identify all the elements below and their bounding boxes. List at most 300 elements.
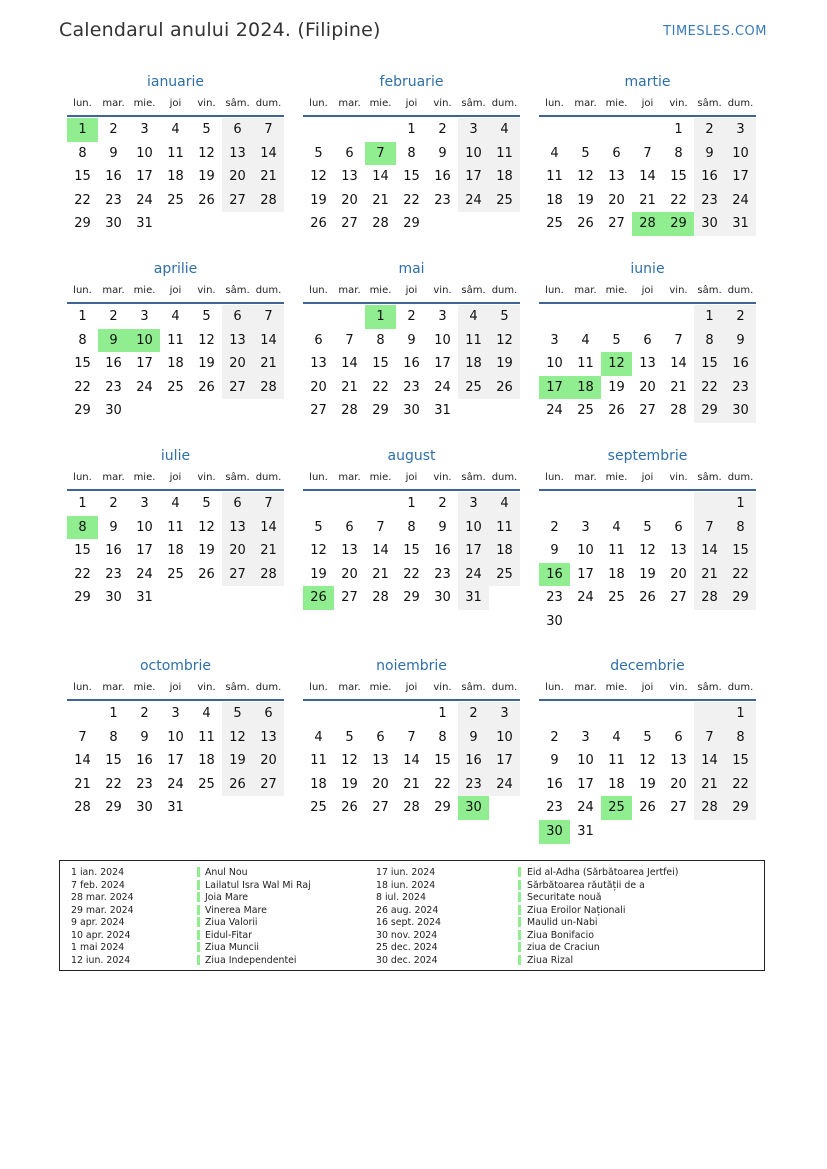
day-cell[interactable]: 11 xyxy=(458,329,489,353)
day-cell[interactable]: 24 xyxy=(136,566,153,582)
day-cell[interactable]: 19 xyxy=(198,169,215,185)
holiday-day[interactable]: 9 xyxy=(98,329,129,353)
day-cell[interactable]: 10 xyxy=(577,753,594,769)
day-cell[interactable]: 13 xyxy=(372,753,389,769)
holiday-day[interactable]: 28 xyxy=(632,212,663,236)
day-cell[interactable]: 15 xyxy=(725,749,756,773)
day-cell[interactable]: 21 xyxy=(341,379,358,395)
day-cell[interactable]: 27 xyxy=(222,563,253,587)
day-cell[interactable]: 9 xyxy=(109,519,118,535)
day-cell[interactable]: 1 xyxy=(78,496,87,511)
day-cell[interactable]: 17 xyxy=(577,776,594,792)
day-cell[interactable]: 21 xyxy=(694,773,725,797)
day-cell[interactable]: 21 xyxy=(694,563,725,587)
day-cell[interactable]: 18 xyxy=(608,566,625,582)
day-cell[interactable]: 6 xyxy=(222,118,253,142)
day-cell[interactable]: 1 xyxy=(725,492,756,516)
day-cell[interactable]: 17 xyxy=(136,169,153,185)
day-cell[interactable]: 6 xyxy=(222,492,253,516)
day-cell[interactable]: 5 xyxy=(202,309,211,324)
day-cell[interactable]: 15 xyxy=(670,169,687,185)
day-cell[interactable]: 17 xyxy=(489,749,520,773)
day-cell[interactable]: 4 xyxy=(612,729,621,745)
day-cell[interactable]: 5 xyxy=(202,122,211,137)
day-cell[interactable]: 1 xyxy=(407,122,416,137)
day-cell[interactable]: 29 xyxy=(403,590,420,606)
day-cell[interactable]: 17 xyxy=(434,356,451,372)
day-cell[interactable]: 11 xyxy=(167,519,184,535)
day-cell[interactable]: 22 xyxy=(725,563,756,587)
day-cell[interactable]: 21 xyxy=(372,192,389,208)
day-cell[interactable]: 8 xyxy=(407,145,416,161)
day-cell[interactable]: 17 xyxy=(136,543,153,559)
day-cell[interactable]: 7 xyxy=(253,492,284,516)
day-cell[interactable]: 28 xyxy=(694,796,725,820)
day-cell[interactable]: 12 xyxy=(310,543,327,559)
day-cell[interactable]: 28 xyxy=(372,216,389,232)
day-cell[interactable]: 5 xyxy=(612,332,621,348)
day-cell[interactable]: 18 xyxy=(310,776,327,792)
holiday-day[interactable]: 12 xyxy=(601,352,632,376)
day-cell[interactable]: 12 xyxy=(341,753,358,769)
day-cell[interactable]: 5 xyxy=(202,496,211,511)
day-cell[interactable]: 26 xyxy=(577,216,594,232)
day-cell[interactable]: 8 xyxy=(78,332,87,348)
day-cell[interactable]: 16 xyxy=(136,753,153,769)
day-cell[interactable]: 25 xyxy=(167,192,184,208)
day-cell[interactable]: 21 xyxy=(639,192,656,208)
day-cell[interactable]: 13 xyxy=(222,516,253,540)
day-cell[interactable]: 19 xyxy=(310,566,327,582)
day-cell[interactable]: 1 xyxy=(78,309,87,324)
day-cell[interactable]: 6 xyxy=(345,145,354,161)
day-cell[interactable]: 7 xyxy=(345,332,354,348)
day-cell[interactable]: 16 xyxy=(458,749,489,773)
holiday-day[interactable]: 16 xyxy=(539,563,570,587)
day-cell[interactable]: 28 xyxy=(372,590,389,606)
day-cell[interactable]: 17 xyxy=(167,753,184,769)
day-cell[interactable]: 13 xyxy=(670,753,687,769)
day-cell[interactable]: 29 xyxy=(74,590,91,606)
day-cell[interactable]: 16 xyxy=(694,165,725,189)
day-cell[interactable]: 31 xyxy=(725,212,756,236)
day-cell[interactable]: 2 xyxy=(694,118,725,142)
day-cell[interactable]: 13 xyxy=(670,543,687,559)
day-cell[interactable]: 14 xyxy=(639,169,656,185)
day-cell[interactable]: 27 xyxy=(341,590,358,606)
day-cell[interactable]: 1 xyxy=(694,305,725,329)
day-cell[interactable]: 20 xyxy=(608,192,625,208)
day-cell[interactable]: 8 xyxy=(438,729,447,745)
day-cell[interactable]: 20 xyxy=(222,539,253,563)
day-cell[interactable]: 6 xyxy=(643,332,652,348)
day-cell[interactable]: 7 xyxy=(694,726,725,750)
day-cell[interactable]: 21 xyxy=(670,379,687,395)
day-cell[interactable]: 11 xyxy=(546,169,563,185)
day-cell[interactable]: 20 xyxy=(310,379,327,395)
day-cell[interactable]: 30 xyxy=(105,590,122,606)
day-cell[interactable]: 28 xyxy=(253,563,284,587)
day-cell[interactable]: 3 xyxy=(140,122,149,137)
day-cell[interactable]: 8 xyxy=(725,516,756,540)
day-cell[interactable]: 12 xyxy=(639,753,656,769)
day-cell[interactable]: 14 xyxy=(253,516,284,540)
day-cell[interactable]: 2 xyxy=(725,305,756,329)
day-cell[interactable]: 27 xyxy=(253,773,284,797)
day-cell[interactable]: 7 xyxy=(253,305,284,329)
day-cell[interactable]: 29 xyxy=(105,800,122,816)
day-cell[interactable]: 6 xyxy=(253,702,284,726)
day-cell[interactable]: 17 xyxy=(458,165,489,189)
day-cell[interactable]: 8 xyxy=(674,145,683,161)
day-cell[interactable]: 25 xyxy=(167,379,184,395)
day-cell[interactable]: 15 xyxy=(434,753,451,769)
day-cell[interactable]: 25 xyxy=(167,566,184,582)
day-cell[interactable]: 8 xyxy=(109,729,118,745)
day-cell[interactable]: 22 xyxy=(694,376,725,400)
day-cell[interactable]: 20 xyxy=(372,776,389,792)
day-cell[interactable]: 22 xyxy=(74,566,91,582)
day-cell[interactable]: 18 xyxy=(198,753,215,769)
day-cell[interactable]: 20 xyxy=(639,379,656,395)
day-cell[interactable]: 3 xyxy=(581,729,590,745)
day-cell[interactable]: 28 xyxy=(694,586,725,610)
day-cell[interactable]: 17 xyxy=(725,165,756,189)
day-cell[interactable]: 27 xyxy=(341,216,358,232)
day-cell[interactable]: 3 xyxy=(725,118,756,142)
holiday-day[interactable]: 29 xyxy=(663,212,694,236)
day-cell[interactable]: 2 xyxy=(438,496,447,511)
day-cell[interactable]: 6 xyxy=(674,519,683,535)
brand-logo[interactable]: TIMESLES.COM xyxy=(663,24,767,39)
day-cell[interactable]: 11 xyxy=(167,332,184,348)
day-cell[interactable]: 25 xyxy=(577,403,594,419)
day-cell[interactable]: 31 xyxy=(136,590,153,606)
day-cell[interactable]: 24 xyxy=(489,773,520,797)
day-cell[interactable]: 14 xyxy=(372,169,389,185)
day-cell[interactable]: 21 xyxy=(372,566,389,582)
day-cell[interactable]: 10 xyxy=(725,142,756,166)
day-cell[interactable]: 10 xyxy=(577,543,594,559)
day-cell[interactable]: 11 xyxy=(489,516,520,540)
holiday-day[interactable]: 30 xyxy=(539,820,570,844)
day-cell[interactable]: 31 xyxy=(577,823,594,839)
day-cell[interactable]: 18 xyxy=(167,356,184,372)
day-cell[interactable]: 10 xyxy=(136,519,153,535)
day-cell[interactable]: 26 xyxy=(310,216,327,232)
day-cell[interactable]: 11 xyxy=(489,142,520,166)
day-cell[interactable]: 4 xyxy=(612,519,621,535)
day-cell[interactable]: 27 xyxy=(222,376,253,400)
day-cell[interactable]: 9 xyxy=(458,726,489,750)
holiday-day[interactable]: 17 xyxy=(539,376,570,400)
day-cell[interactable]: 28 xyxy=(341,403,358,419)
day-cell[interactable]: 13 xyxy=(222,329,253,353)
day-cell[interactable]: 24 xyxy=(458,189,489,213)
day-cell[interactable]: 16 xyxy=(725,352,756,376)
day-cell[interactable]: 15 xyxy=(403,169,420,185)
day-cell[interactable]: 2 xyxy=(438,122,447,137)
day-cell[interactable]: 23 xyxy=(725,376,756,400)
day-cell[interactable]: 1 xyxy=(438,706,447,721)
day-cell[interactable]: 3 xyxy=(140,309,149,324)
day-cell[interactable]: 18 xyxy=(546,192,563,208)
holiday-day[interactable]: 10 xyxy=(129,329,160,353)
day-cell[interactable]: 5 xyxy=(489,305,520,329)
holiday-day[interactable]: 26 xyxy=(303,586,334,610)
day-cell[interactable]: 3 xyxy=(581,519,590,535)
day-cell[interactable]: 27 xyxy=(608,216,625,232)
holiday-day[interactable]: 1 xyxy=(67,118,98,142)
day-cell[interactable]: 9 xyxy=(550,753,559,769)
day-cell[interactable]: 20 xyxy=(670,776,687,792)
day-cell[interactable]: 28 xyxy=(74,800,91,816)
day-cell[interactable]: 29 xyxy=(372,403,389,419)
day-cell[interactable]: 25 xyxy=(489,563,520,587)
day-cell[interactable]: 28 xyxy=(403,800,420,816)
day-cell[interactable]: 24 xyxy=(577,800,594,816)
day-cell[interactable]: 14 xyxy=(74,753,91,769)
day-cell[interactable]: 15 xyxy=(74,169,91,185)
day-cell[interactable]: 30 xyxy=(725,399,756,423)
day-cell[interactable]: 20 xyxy=(341,566,358,582)
day-cell[interactable]: 15 xyxy=(74,543,91,559)
day-cell[interactable]: 23 xyxy=(458,773,489,797)
day-cell[interactable]: 21 xyxy=(253,165,284,189)
day-cell[interactable]: 25 xyxy=(546,216,563,232)
day-cell[interactable]: 3 xyxy=(458,492,489,516)
day-cell[interactable]: 22 xyxy=(105,776,122,792)
day-cell[interactable]: 27 xyxy=(670,800,687,816)
day-cell[interactable]: 28 xyxy=(253,189,284,213)
day-cell[interactable]: 16 xyxy=(434,169,451,185)
day-cell[interactable]: 2 xyxy=(550,729,559,745)
day-cell[interactable]: 3 xyxy=(140,496,149,511)
day-cell[interactable]: 8 xyxy=(376,332,385,348)
day-cell[interactable]: 10 xyxy=(458,516,489,540)
day-cell[interactable]: 24 xyxy=(167,776,184,792)
day-cell[interactable]: 10 xyxy=(546,356,563,372)
day-cell[interactable]: 14 xyxy=(253,329,284,353)
day-cell[interactable]: 22 xyxy=(403,192,420,208)
day-cell[interactable]: 1 xyxy=(674,122,683,137)
day-cell[interactable]: 5 xyxy=(314,519,323,535)
day-cell[interactable]: 6 xyxy=(612,145,621,161)
day-cell[interactable]: 19 xyxy=(639,776,656,792)
day-cell[interactable]: 4 xyxy=(581,332,590,348)
day-cell[interactable]: 7 xyxy=(694,516,725,540)
day-cell[interactable]: 11 xyxy=(577,356,594,372)
day-cell[interactable]: 20 xyxy=(222,352,253,376)
day-cell[interactable]: 13 xyxy=(639,356,656,372)
day-cell[interactable]: 5 xyxy=(643,519,652,535)
day-cell[interactable]: 2 xyxy=(109,122,118,137)
day-cell[interactable]: 20 xyxy=(341,192,358,208)
day-cell[interactable]: 6 xyxy=(222,305,253,329)
day-cell[interactable]: 11 xyxy=(167,145,184,161)
day-cell[interactable]: 23 xyxy=(403,379,420,395)
day-cell[interactable]: 5 xyxy=(581,145,590,161)
day-cell[interactable]: 12 xyxy=(198,145,215,161)
day-cell[interactable]: 28 xyxy=(253,376,284,400)
day-cell[interactable]: 29 xyxy=(403,216,420,232)
day-cell[interactable]: 22 xyxy=(74,192,91,208)
day-cell[interactable]: 1 xyxy=(109,706,118,721)
day-cell[interactable]: 23 xyxy=(105,379,122,395)
day-cell[interactable]: 18 xyxy=(489,539,520,563)
day-cell[interactable]: 22 xyxy=(670,192,687,208)
day-cell[interactable]: 15 xyxy=(74,356,91,372)
day-cell[interactable]: 4 xyxy=(171,309,180,324)
day-cell[interactable]: 30 xyxy=(136,800,153,816)
day-cell[interactable]: 14 xyxy=(670,356,687,372)
day-cell[interactable]: 7 xyxy=(376,519,385,535)
day-cell[interactable]: 12 xyxy=(198,332,215,348)
day-cell[interactable]: 18 xyxy=(167,169,184,185)
day-cell[interactable]: 23 xyxy=(105,566,122,582)
day-cell[interactable]: 10 xyxy=(458,142,489,166)
day-cell[interactable]: 11 xyxy=(310,753,327,769)
day-cell[interactable]: 27 xyxy=(222,189,253,213)
day-cell[interactable]: 27 xyxy=(310,403,327,419)
day-cell[interactable]: 1 xyxy=(407,496,416,511)
day-cell[interactable]: 7 xyxy=(78,729,87,745)
day-cell[interactable]: 17 xyxy=(136,356,153,372)
day-cell[interactable]: 19 xyxy=(222,749,253,773)
day-cell[interactable]: 30 xyxy=(434,590,451,606)
day-cell[interactable]: 26 xyxy=(198,566,215,582)
day-cell[interactable]: 27 xyxy=(372,800,389,816)
day-cell[interactable]: 24 xyxy=(725,189,756,213)
day-cell[interactable]: 11 xyxy=(608,543,625,559)
day-cell[interactable]: 21 xyxy=(74,776,91,792)
day-cell[interactable]: 12 xyxy=(198,519,215,535)
day-cell[interactable]: 13 xyxy=(253,726,284,750)
day-cell[interactable]: 2 xyxy=(550,519,559,535)
day-cell[interactable]: 31 xyxy=(136,216,153,232)
day-cell[interactable]: 18 xyxy=(167,543,184,559)
day-cell[interactable]: 29 xyxy=(74,216,91,232)
day-cell[interactable]: 15 xyxy=(403,543,420,559)
day-cell[interactable]: 24 xyxy=(458,563,489,587)
day-cell[interactable]: 9 xyxy=(725,329,756,353)
day-cell[interactable]: 15 xyxy=(105,753,122,769)
day-cell[interactable]: 29 xyxy=(694,399,725,423)
day-cell[interactable]: 30 xyxy=(105,216,122,232)
day-cell[interactable]: 29 xyxy=(74,403,91,419)
day-cell[interactable]: 12 xyxy=(310,169,327,185)
day-cell[interactable]: 5 xyxy=(314,145,323,161)
day-cell[interactable]: 21 xyxy=(253,352,284,376)
day-cell[interactable]: 21 xyxy=(253,539,284,563)
day-cell[interactable]: 9 xyxy=(140,729,149,745)
holiday-day[interactable]: 1 xyxy=(365,305,396,329)
day-cell[interactable]: 13 xyxy=(608,169,625,185)
holiday-day[interactable]: 25 xyxy=(601,796,632,820)
day-cell[interactable]: 22 xyxy=(372,379,389,395)
day-cell[interactable]: 30 xyxy=(546,613,563,629)
day-cell[interactable]: 25 xyxy=(608,590,625,606)
day-cell[interactable]: 2 xyxy=(109,309,118,324)
day-cell[interactable]: 9 xyxy=(550,543,559,559)
day-cell[interactable]: 24 xyxy=(136,192,153,208)
day-cell[interactable]: 19 xyxy=(489,352,520,376)
holiday-day[interactable]: 18 xyxy=(570,376,601,400)
day-cell[interactable]: 2 xyxy=(109,496,118,511)
day-cell[interactable]: 5 xyxy=(643,729,652,745)
day-cell[interactable]: 6 xyxy=(674,729,683,745)
day-cell[interactable]: 9 xyxy=(407,332,416,348)
day-cell[interactable]: 18 xyxy=(489,165,520,189)
day-cell[interactable]: 16 xyxy=(434,543,451,559)
day-cell[interactable]: 7 xyxy=(674,332,683,348)
day-cell[interactable]: 13 xyxy=(222,142,253,166)
day-cell[interactable]: 2 xyxy=(140,706,149,721)
day-cell[interactable]: 30 xyxy=(403,403,420,419)
day-cell[interactable]: 7 xyxy=(253,118,284,142)
day-cell[interactable]: 26 xyxy=(608,403,625,419)
day-cell[interactable]: 4 xyxy=(171,122,180,137)
day-cell[interactable]: 31 xyxy=(434,403,451,419)
day-cell[interactable]: 3 xyxy=(550,332,559,348)
day-cell[interactable]: 12 xyxy=(577,169,594,185)
day-cell[interactable]: 17 xyxy=(458,539,489,563)
day-cell[interactable]: 22 xyxy=(403,566,420,582)
day-cell[interactable]: 18 xyxy=(608,776,625,792)
day-cell[interactable]: 20 xyxy=(222,165,253,189)
day-cell[interactable]: 25 xyxy=(489,189,520,213)
day-cell[interactable]: 8 xyxy=(694,329,725,353)
day-cell[interactable]: 20 xyxy=(253,749,284,773)
day-cell[interactable]: 17 xyxy=(577,566,594,582)
day-cell[interactable]: 10 xyxy=(136,145,153,161)
day-cell[interactable]: 7 xyxy=(407,729,416,745)
day-cell[interactable]: 22 xyxy=(725,773,756,797)
day-cell[interactable]: 14 xyxy=(253,142,284,166)
day-cell[interactable]: 1 xyxy=(725,702,756,726)
day-cell[interactable]: 26 xyxy=(639,590,656,606)
day-cell[interactable]: 23 xyxy=(434,192,451,208)
day-cell[interactable]: 22 xyxy=(434,776,451,792)
day-cell[interactable]: 3 xyxy=(171,706,180,721)
day-cell[interactable]: 9 xyxy=(438,145,447,161)
day-cell[interactable]: 12 xyxy=(222,726,253,750)
day-cell[interactable]: 27 xyxy=(670,590,687,606)
day-cell[interactable]: 4 xyxy=(458,305,489,329)
day-cell[interactable]: 16 xyxy=(403,356,420,372)
day-cell[interactable]: 19 xyxy=(639,566,656,582)
day-cell[interactable]: 15 xyxy=(694,352,725,376)
day-cell[interactable]: 23 xyxy=(105,192,122,208)
day-cell[interactable]: 5 xyxy=(345,729,354,745)
day-cell[interactable]: 13 xyxy=(310,356,327,372)
day-cell[interactable]: 26 xyxy=(639,800,656,816)
day-cell[interactable]: 18 xyxy=(458,352,489,376)
day-cell[interactable]: 8 xyxy=(725,726,756,750)
day-cell[interactable]: 15 xyxy=(725,539,756,563)
day-cell[interactable]: 2 xyxy=(458,702,489,726)
day-cell[interactable]: 10 xyxy=(167,729,184,745)
day-cell[interactable]: 11 xyxy=(198,729,215,745)
day-cell[interactable]: 6 xyxy=(314,332,323,348)
day-cell[interactable]: 14 xyxy=(372,543,389,559)
day-cell[interactable]: 26 xyxy=(489,376,520,400)
day-cell[interactable]: 10 xyxy=(434,332,451,348)
day-cell[interactable]: 19 xyxy=(608,379,625,395)
day-cell[interactable]: 19 xyxy=(198,543,215,559)
day-cell[interactable]: 31 xyxy=(458,586,489,610)
day-cell[interactable]: 4 xyxy=(550,145,559,161)
